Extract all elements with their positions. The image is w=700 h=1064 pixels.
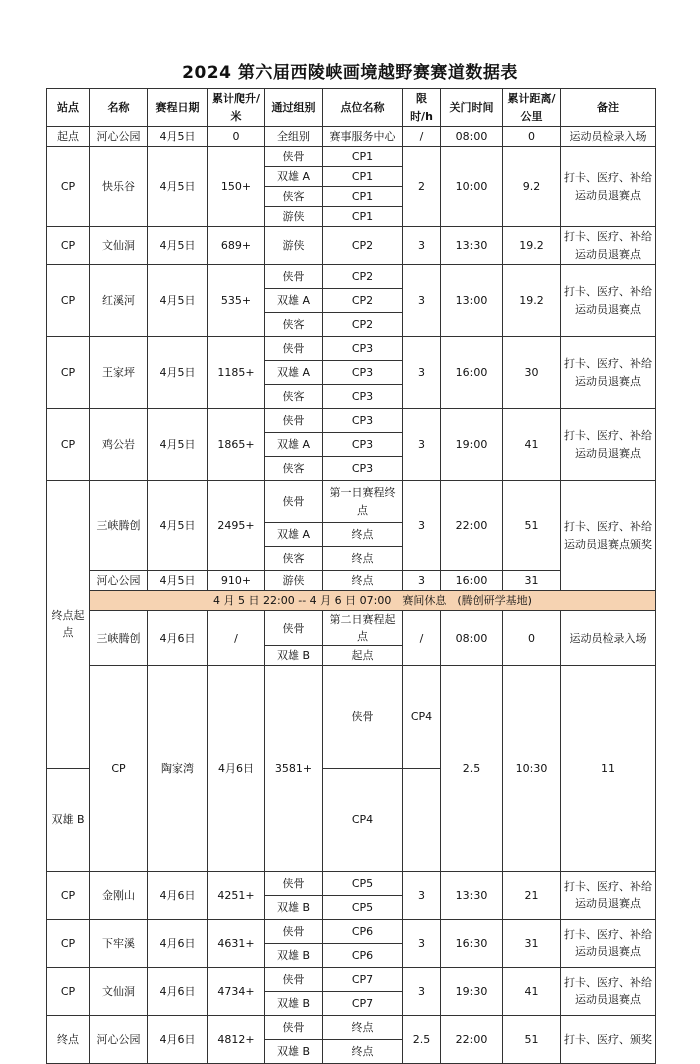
name-cell: 鸡公岩 bbox=[90, 409, 148, 481]
group-cell: 双雄 B bbox=[47, 768, 90, 871]
group-cell: 侠客 bbox=[265, 385, 323, 409]
limit-cell: 3 bbox=[403, 967, 441, 1015]
date-cell: 4月5日 bbox=[148, 127, 208, 147]
point-cell: CP2 bbox=[323, 313, 403, 337]
date-cell: 4月6日 bbox=[148, 919, 208, 967]
close-cell: 13:30 bbox=[441, 227, 503, 265]
climb-cell: 1865+ bbox=[208, 409, 265, 481]
group-cell: 游侠 bbox=[265, 571, 323, 591]
point-cell: CP4 bbox=[323, 768, 403, 871]
station-cell: 终点起点 bbox=[47, 481, 90, 769]
header-cell: 赛程日期 bbox=[148, 89, 208, 127]
header-cell: 通过组别 bbox=[265, 89, 323, 127]
note-cell: 打卡、医疗、补给运动员退赛点 bbox=[561, 227, 656, 265]
table-row bbox=[47, 666, 656, 769]
table-row bbox=[47, 919, 656, 943]
station-cell: 起点 bbox=[47, 127, 90, 147]
group-cell: 侠客 bbox=[265, 547, 323, 571]
date-cell: 4月6日 bbox=[148, 967, 208, 1015]
close-cell: 10:30 bbox=[503, 666, 561, 872]
group-cell: 侠骨 bbox=[265, 481, 323, 523]
limit-cell: 3 bbox=[403, 571, 441, 591]
point-cell: CP1 bbox=[323, 207, 403, 227]
note-cell: 打卡、医疗、补给运动员退赛点 bbox=[561, 967, 656, 1015]
header-cell: 站点 bbox=[47, 89, 90, 127]
limit-cell: 2.5 bbox=[441, 666, 503, 872]
close-cell: 16:00 bbox=[441, 571, 503, 591]
table-row bbox=[47, 1015, 656, 1039]
point-cell: 第一日赛程终点 bbox=[323, 481, 403, 523]
table-row bbox=[47, 967, 656, 991]
station-cell: CP bbox=[47, 871, 90, 919]
dist-cell: 31 bbox=[503, 571, 561, 591]
point-cell: CP1 bbox=[323, 147, 403, 167]
note-cell: 打卡、医疗、补给运动员退赛点 bbox=[561, 337, 656, 409]
limit-cell: 2.5 bbox=[403, 1015, 441, 1063]
date-cell: 4月5日 bbox=[148, 337, 208, 409]
point-cell: 终点 bbox=[323, 1015, 403, 1039]
date-cell: 4月5日 bbox=[148, 409, 208, 481]
group-cell: 双雄 A bbox=[265, 167, 323, 187]
group-cell: 双雄 B bbox=[265, 895, 323, 919]
date-cell: 4月6日 bbox=[148, 1015, 208, 1063]
point-cell: CP3 bbox=[323, 457, 403, 481]
table-row bbox=[47, 871, 656, 895]
close-cell: 22:00 bbox=[441, 1015, 503, 1063]
rest-period-row bbox=[47, 591, 656, 611]
climb-cell: 0 bbox=[208, 127, 265, 147]
point-cell: CP4 bbox=[403, 666, 441, 769]
climb-cell: 535+ bbox=[208, 265, 265, 337]
name-cell: 金刚山 bbox=[90, 871, 148, 919]
dist-cell: 0 bbox=[503, 611, 561, 666]
table-row bbox=[47, 481, 656, 523]
dist-cell: 0 bbox=[503, 127, 561, 147]
dist-cell: 19.2 bbox=[503, 265, 561, 337]
header-cell: 累计距离/公里 bbox=[503, 89, 561, 127]
climb-cell: 4812+ bbox=[208, 1015, 265, 1063]
name-cell: 快乐谷 bbox=[90, 147, 148, 227]
close-cell: 19:30 bbox=[441, 967, 503, 1015]
dist-cell: 51 bbox=[503, 1015, 561, 1063]
point-cell: 终点 bbox=[323, 547, 403, 571]
name-cell: 河心公园 bbox=[90, 1015, 148, 1063]
group-cell: 双雄 B bbox=[265, 991, 323, 1015]
close-cell: 08:00 bbox=[441, 127, 503, 147]
table-row bbox=[47, 227, 656, 265]
date-cell: 4月5日 bbox=[148, 265, 208, 337]
dist-cell: 9.2 bbox=[503, 147, 561, 227]
climb-cell: 4251+ bbox=[208, 871, 265, 919]
note-cell: 运动员检录入场 bbox=[561, 127, 656, 147]
limit-cell: 3 bbox=[403, 227, 441, 265]
station-cell: CP bbox=[47, 227, 90, 265]
group-cell: 游侠 bbox=[265, 227, 323, 265]
point-cell: CP2 bbox=[323, 227, 403, 265]
limit-cell: 3 bbox=[403, 265, 441, 337]
station-cell: CP bbox=[47, 265, 90, 337]
note-cell: 打卡、医疗、补给运动员退赛点 bbox=[561, 919, 656, 967]
group-cell: 侠骨 bbox=[265, 919, 323, 943]
name-cell: 文仙洞 bbox=[90, 967, 148, 1015]
point-cell: 第二日赛程起点 bbox=[323, 611, 403, 646]
header-cell: 累计爬升/米 bbox=[208, 89, 265, 127]
station-cell: CP bbox=[47, 919, 90, 967]
group-cell: 双雄 B bbox=[265, 1039, 323, 1063]
point-cell: CP5 bbox=[323, 895, 403, 919]
close-cell: 19:00 bbox=[441, 409, 503, 481]
rest-period-text: 4 月 5 日 22:00 -- 4 月 6 日 07:00 赛间休息 (腾创研学基地) bbox=[90, 591, 656, 611]
dist-cell: 19.2 bbox=[503, 227, 561, 265]
close-cell: 10:00 bbox=[441, 147, 503, 227]
limit-cell: 3 bbox=[403, 409, 441, 481]
point-cell: 终点 bbox=[323, 523, 403, 547]
point-cell: CP3 bbox=[323, 433, 403, 457]
table-row bbox=[47, 265, 656, 289]
name-cell: 三峡腾创 bbox=[90, 481, 148, 571]
dist-cell: 21 bbox=[503, 871, 561, 919]
note-cell: 运动员检录入场 bbox=[561, 611, 656, 666]
point-cell: CP7 bbox=[323, 967, 403, 991]
header-cell: 限时/h bbox=[403, 89, 441, 127]
group-cell: 侠骨 bbox=[265, 147, 323, 167]
dist-cell: 51 bbox=[503, 481, 561, 571]
station-cell: CP bbox=[47, 967, 90, 1015]
close-cell: 08:00 bbox=[441, 611, 503, 666]
group-cell: 侠骨 bbox=[265, 871, 323, 895]
header-cell: 关门时间 bbox=[441, 89, 503, 127]
point-cell: CP5 bbox=[323, 871, 403, 895]
limit-cell: / bbox=[403, 127, 441, 147]
point-cell: CP3 bbox=[323, 409, 403, 433]
point-cell: CP3 bbox=[323, 337, 403, 361]
group-cell: 侠骨 bbox=[265, 265, 323, 289]
dist-cell: 11 bbox=[561, 666, 656, 872]
point-cell: CP6 bbox=[323, 943, 403, 967]
dist-cell: 31 bbox=[503, 919, 561, 967]
course-data-table bbox=[46, 88, 656, 1064]
note-cell: 打卡、医疗、补给运动员退赛点颁奖 bbox=[561, 481, 656, 591]
station-cell: CP bbox=[47, 409, 90, 481]
climb-cell: / bbox=[208, 611, 265, 666]
date-cell: 4月5日 bbox=[148, 147, 208, 227]
group-cell: 侠客 bbox=[265, 457, 323, 481]
page-title: 2024 第六届西陵峡画境越野赛赛道数据表 bbox=[182, 63, 518, 83]
climb-cell: 2495+ bbox=[208, 481, 265, 571]
group-cell: 侠骨 bbox=[265, 409, 323, 433]
name-cell: 陶家湾 bbox=[148, 666, 208, 872]
table-row bbox=[47, 611, 656, 646]
note-cell: 打卡、医疗、颁奖 bbox=[561, 1015, 656, 1063]
group-cell: 双雄 A bbox=[265, 523, 323, 547]
group-cell: 侠骨 bbox=[265, 337, 323, 361]
name-cell: 下牢溪 bbox=[90, 919, 148, 967]
point-cell: CP3 bbox=[323, 385, 403, 409]
table-row bbox=[47, 147, 656, 167]
name-cell: 河心公园 bbox=[90, 571, 148, 591]
station-cell: CP bbox=[90, 666, 148, 872]
climb-cell: 4734+ bbox=[208, 967, 265, 1015]
close-cell: 22:00 bbox=[441, 481, 503, 571]
group-cell: 侠客 bbox=[265, 313, 323, 337]
note-cell: 打卡、医疗、补给运动员退赛点 bbox=[561, 409, 656, 481]
group-cell: 双雄 A bbox=[265, 289, 323, 313]
date-cell: 4月5日 bbox=[148, 571, 208, 591]
climb-cell: 1185+ bbox=[208, 337, 265, 409]
point-cell: CP1 bbox=[323, 187, 403, 207]
group-cell: 游侠 bbox=[265, 207, 323, 227]
date-cell: 4月5日 bbox=[148, 227, 208, 265]
point-cell: CP6 bbox=[323, 919, 403, 943]
note-cell: 打卡、医疗、补给运动员退赛点 bbox=[561, 147, 656, 227]
close-cell: 13:00 bbox=[441, 265, 503, 337]
climb-cell: 3581+ bbox=[265, 666, 323, 872]
note-cell: 打卡、医疗、补给运动员退赛点 bbox=[561, 265, 656, 337]
header-cell: 名称 bbox=[90, 89, 148, 127]
group-cell: 侠骨 bbox=[265, 967, 323, 991]
close-cell: 13:30 bbox=[441, 871, 503, 919]
point-cell: CP7 bbox=[323, 991, 403, 1015]
date-cell: 4月5日 bbox=[148, 481, 208, 571]
limit-cell: 3 bbox=[403, 871, 441, 919]
close-cell: 16:00 bbox=[441, 337, 503, 409]
group-cell: 双雄 A bbox=[265, 433, 323, 457]
point-cell: 起点 bbox=[323, 646, 403, 666]
point-cell: 赛事服务中心 bbox=[323, 127, 403, 147]
header-cell: 点位名称 bbox=[323, 89, 403, 127]
close-cell: 16:30 bbox=[441, 919, 503, 967]
dist-cell: 41 bbox=[503, 967, 561, 1015]
point-cell: CP3 bbox=[323, 361, 403, 385]
group-cell: 双雄 B bbox=[265, 646, 323, 666]
name-cell: 红溪河 bbox=[90, 265, 148, 337]
limit-cell: 3 bbox=[403, 481, 441, 571]
point-cell: 终点 bbox=[323, 571, 403, 591]
date-cell: 4月6日 bbox=[148, 611, 208, 666]
limit-cell: 3 bbox=[403, 337, 441, 409]
point-cell: CP2 bbox=[323, 289, 403, 313]
table-row bbox=[47, 127, 656, 147]
climb-cell: 689+ bbox=[208, 227, 265, 265]
group-cell: 侠骨 bbox=[265, 1015, 323, 1039]
climb-cell: 150+ bbox=[208, 147, 265, 227]
station-cell: CP bbox=[47, 147, 90, 227]
limit-cell: 3 bbox=[403, 919, 441, 967]
group-cell: 双雄 B bbox=[265, 943, 323, 967]
date-cell: 4月6日 bbox=[148, 871, 208, 919]
group-cell: 侠骨 bbox=[323, 666, 403, 769]
table-row bbox=[47, 337, 656, 361]
date-cell: 4月6日 bbox=[208, 666, 265, 872]
climb-cell: 4631+ bbox=[208, 919, 265, 967]
note-cell: 打卡、医疗、补给运动员退赛点 bbox=[561, 871, 656, 919]
climb-cell: 910+ bbox=[208, 571, 265, 591]
group-cell: 侠客 bbox=[265, 187, 323, 207]
group-cell: 全组别 bbox=[265, 127, 323, 147]
name-cell: 文仙洞 bbox=[90, 227, 148, 265]
station-cell: 终点 bbox=[47, 1015, 90, 1063]
limit-cell: / bbox=[403, 611, 441, 666]
dist-cell: 41 bbox=[503, 409, 561, 481]
name-cell: 三峡腾创 bbox=[90, 611, 148, 666]
station-cell: CP bbox=[47, 337, 90, 409]
name-cell: 河心公园 bbox=[90, 127, 148, 147]
group-cell: 双雄 A bbox=[265, 361, 323, 385]
table-header-row bbox=[47, 89, 656, 127]
table-row bbox=[47, 409, 656, 433]
group-cell: 侠骨 bbox=[265, 611, 323, 646]
name-cell: 王家坪 bbox=[90, 337, 148, 409]
point-cell: CP2 bbox=[323, 265, 403, 289]
header-cell: 备注 bbox=[561, 89, 656, 127]
dist-cell: 30 bbox=[503, 337, 561, 409]
point-cell: 终点 bbox=[323, 1039, 403, 1063]
limit-cell: 2 bbox=[403, 147, 441, 227]
point-cell: CP1 bbox=[323, 167, 403, 187]
